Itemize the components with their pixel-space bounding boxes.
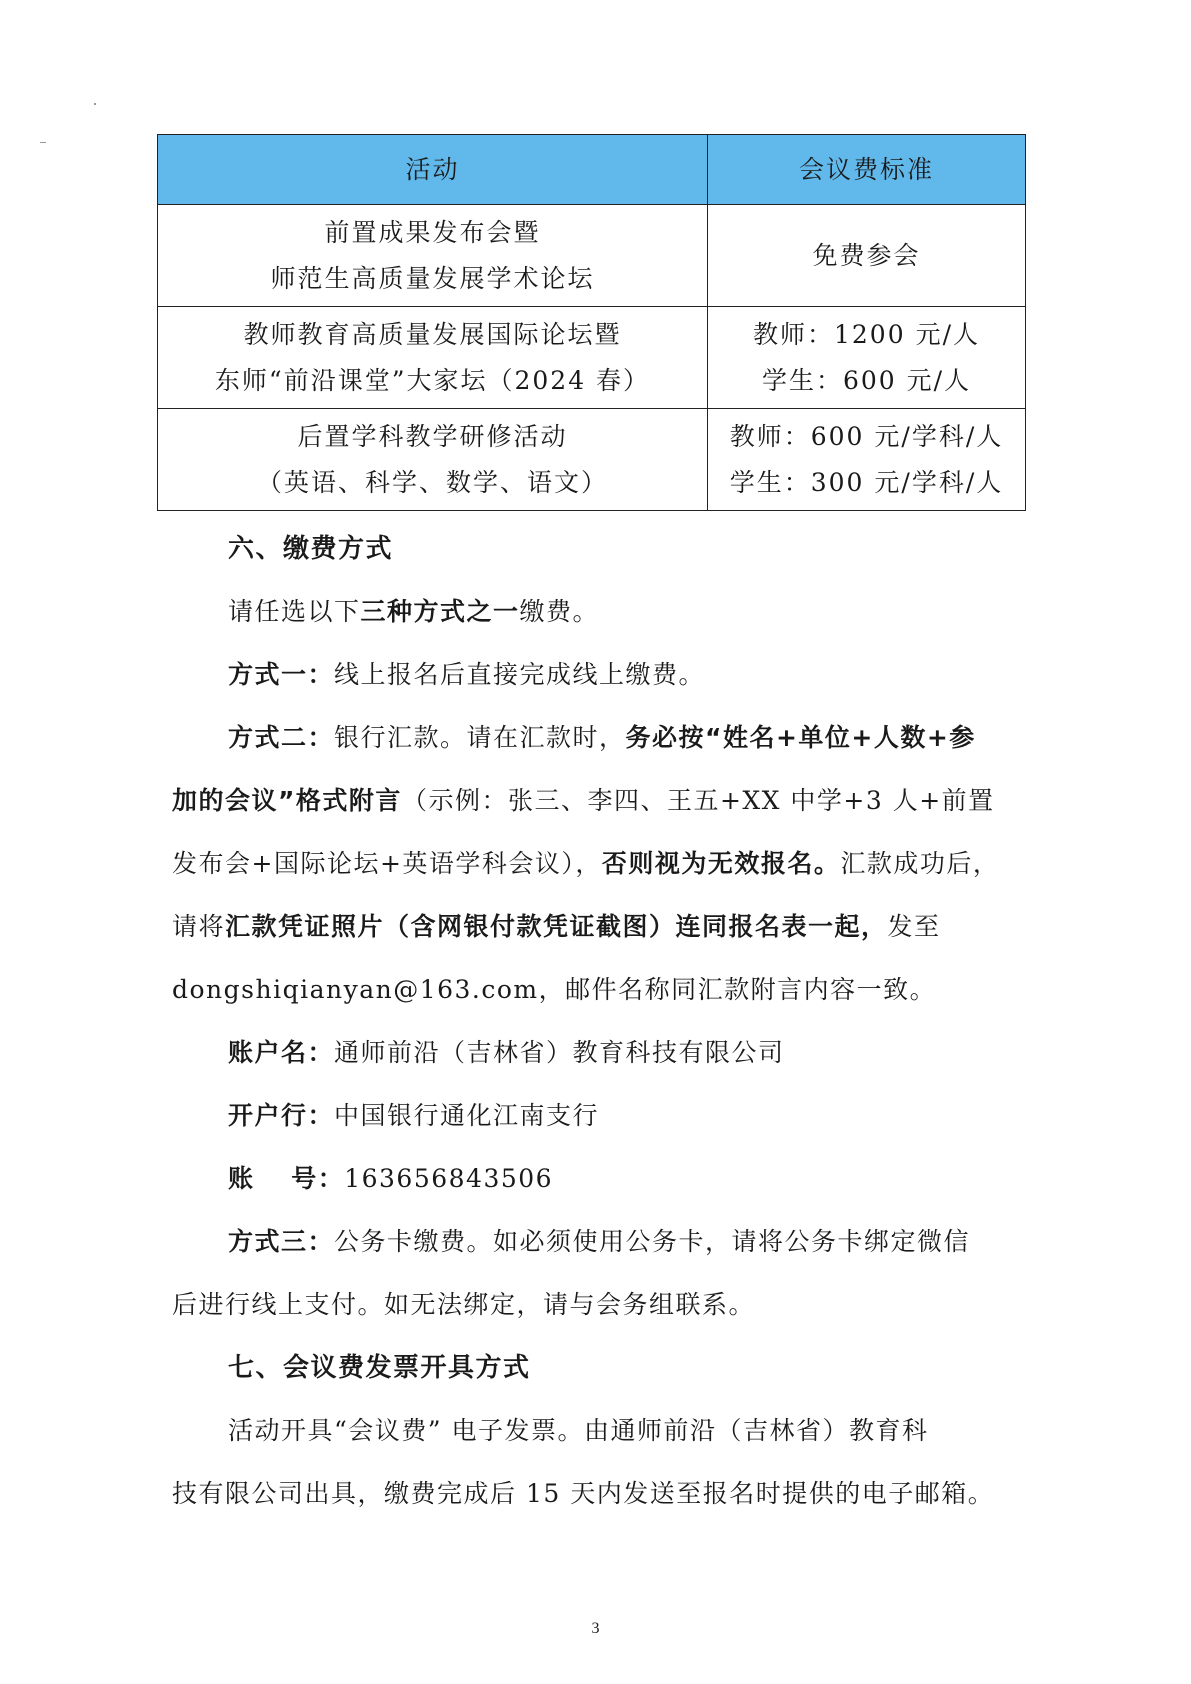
cell-line: 后置学科教学研修活动 xyxy=(297,421,568,451)
text: 公务卡缴费。如必须使用公务卡，请将公务卡绑定微信 xyxy=(334,1227,971,1256)
cell-line: 师范生高质量发展学术论坛 xyxy=(270,263,595,293)
emphasis: 否则视为无效报名。 xyxy=(601,849,841,878)
text: 银行汇款。请在汇款时， xyxy=(334,723,626,752)
field-value: 中国银行通化江南支行 xyxy=(334,1101,600,1130)
payment-intro xyxy=(172,580,1012,643)
header-fee: 会议费标准 xyxy=(708,135,1026,205)
activity-cell xyxy=(158,409,708,511)
text: （示例：张三、李四、王五+XX 中学+3 人+前置 xyxy=(401,786,995,815)
fee-cell xyxy=(708,409,1026,511)
cell-line: 学生：600 元/人 xyxy=(761,365,972,395)
method-3-line xyxy=(172,1210,1012,1273)
fee-table xyxy=(157,134,1026,511)
method-label: 方式三： xyxy=(228,1227,335,1256)
field-label: 开户行： xyxy=(228,1101,335,1130)
method-3-line xyxy=(172,1273,1012,1336)
bank-row xyxy=(172,1084,1012,1147)
cell-line: 东师“前沿课堂”大家坛（2024 春） xyxy=(214,365,651,395)
fee-cell xyxy=(708,307,1026,409)
fee-cell xyxy=(708,205,1026,307)
text: 发布会+国际论坛+英语学科会议）， xyxy=(172,849,602,878)
section-6-heading xyxy=(172,517,1012,581)
header-activity: 活动 xyxy=(158,135,708,205)
section-title: 六、缴费方式 xyxy=(228,534,394,564)
text: 活动开具“会议费” 电子发票。由通师前沿（吉林省）教育科 xyxy=(228,1416,929,1445)
text: 发至 xyxy=(887,912,941,941)
scan-speck xyxy=(40,142,46,143)
cell-line: 教师：1200 元/人 xyxy=(753,319,980,349)
method-2-line xyxy=(172,832,1012,895)
cell-line: 教师：600 元/学科/人 xyxy=(729,421,1004,451)
text: 后进行线上支付。如无法绑定，请与会务组联系。 xyxy=(172,1290,756,1319)
method-2-line xyxy=(172,769,1012,832)
section-7-heading xyxy=(172,1336,1012,1400)
method-2-line xyxy=(172,895,1012,958)
text: 缴费。 xyxy=(519,597,600,626)
method-2-line xyxy=(172,706,1012,769)
cell-line: （英语、科学、数学、语文） xyxy=(256,467,608,497)
activity-cell xyxy=(158,205,708,307)
method-label: 方式一： xyxy=(228,660,335,689)
text: 请任选以下 xyxy=(228,597,361,626)
field-value: 通师前沿（吉林省）教育科技有限公司 xyxy=(334,1038,785,1067)
emphasis: 三种方式之一 xyxy=(360,597,520,626)
table-row xyxy=(158,205,1026,307)
emphasis: 汇款凭证照片（含网银付款凭证截图）连同报名表一起， xyxy=(225,912,888,941)
cell-line: 教师教育高质量发展国际论坛暨 xyxy=(243,319,622,349)
account-name-row xyxy=(172,1021,1012,1084)
invoice-text xyxy=(172,1399,1012,1462)
text: 汇款成功后， xyxy=(840,849,1000,878)
email-text: dongshiqianyan@163.com，邮件名称同汇款附言内容一致。 xyxy=(172,975,937,1004)
table-row xyxy=(158,409,1026,511)
text: 请将 xyxy=(172,912,226,941)
cell-line: 前置成果发布会暨 xyxy=(324,217,541,247)
cell-line: 免费参会 xyxy=(812,240,921,270)
scan-speck xyxy=(94,103,96,105)
field-label: 账 号： xyxy=(228,1164,345,1193)
emphasis: 加的会议”格式附言 xyxy=(172,786,402,815)
activity-cell xyxy=(158,307,708,409)
field-value: 163656843506 xyxy=(344,1164,554,1193)
table-row xyxy=(158,307,1026,409)
account-number-row xyxy=(172,1147,1012,1210)
table-header-row xyxy=(158,135,1026,205)
emphasis: 务必按“姓名+单位+人数+参 xyxy=(625,723,976,752)
text: 技有限公司出具，缴费完成后 15 天内发送至报名时提供的电子邮箱。 xyxy=(172,1479,995,1508)
method-text: 线上报名后直接完成线上缴费。 xyxy=(334,660,706,689)
field-label: 账户名： xyxy=(228,1038,335,1067)
method-2-line xyxy=(172,958,1012,1021)
page-number: 3 xyxy=(591,1620,600,1637)
method-1 xyxy=(172,643,1012,706)
method-label: 方式二： xyxy=(228,723,335,752)
section-title: 七、会议费发票开具方式 xyxy=(228,1353,531,1383)
cell-line: 学生：300 元/学科/人 xyxy=(729,467,1004,497)
invoice-text xyxy=(172,1462,1012,1525)
